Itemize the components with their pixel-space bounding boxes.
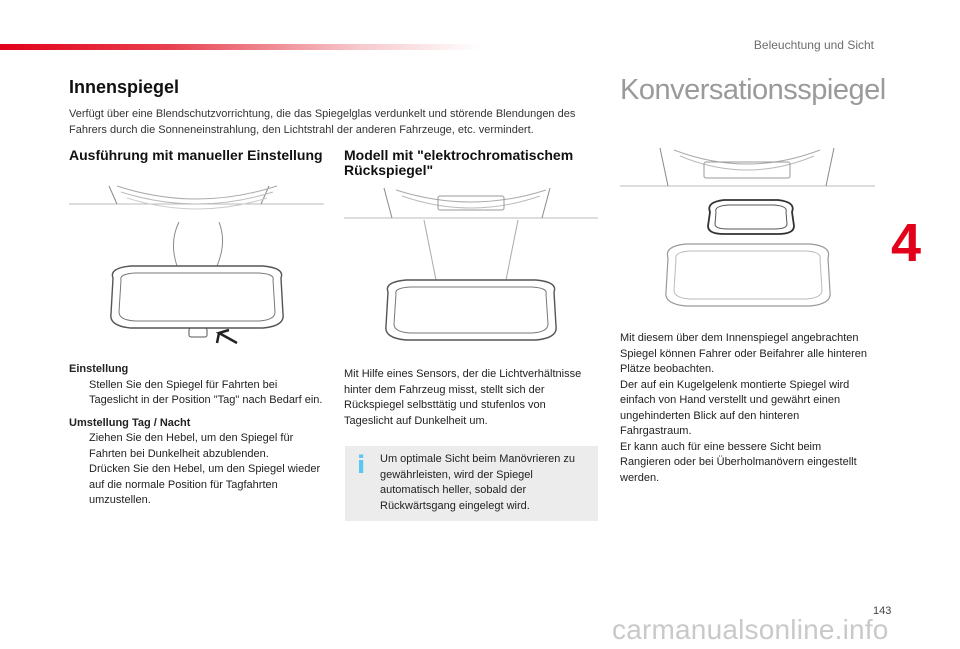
electro-description: Mit Hilfe eines Sensors, der die Lichtverhältnisse hinter dem Fahrzeug misst, stellt sich der Rückspiegel selbsttätig und stufenlos von Tageslicht auf Dunkelheit um.: [344, 368, 582, 427]
manual-instructions: [69, 362, 324, 509]
list-item: Drücken Sie den Hebel, um den Spiegel wieder auf die normale Position für Tagfahrten umzustellen.: [89, 463, 321, 506]
manual-variant-title: Ausführung mit manueller Einstellung: [69, 147, 323, 163]
lever-arrow-icon: [217, 330, 237, 343]
conversation-mirror-description: Mit diesem über dem Innenspiegel angebrachten Spiegel können Fahrer oder Beifahrer alle hinteren Plätze beobachten. Der auf ein Kugelgelenk montierte Spiegel wird einfach von Hand verstellt und gewährt einen ungehinderten Blick auf den hinteren Fahrgastraum. Er kann auch für eine bessere Sicht beim Rangieren oder bei Überholmanövern eingestellt werden.: [620, 332, 868, 484]
watermark: carmanualsonline.info: [612, 614, 889, 645]
einstellung-label: Einstellung: [69, 363, 129, 375]
list-item: Ziehen Sie den Hebel, um den Spiegel für Fahrten bei Dunkelheit abzublenden.: [89, 432, 294, 460]
info-note-box: [345, 446, 598, 521]
header-accent-bar: [0, 44, 480, 50]
page-title: Innenspiegel: [69, 77, 180, 97]
list-item: Stellen Sie den Spiegel für Fahrten bei Tageslicht in der Position "Tag" nach Bedarf ein.: [89, 378, 323, 406]
electro-variant-title: Modell mit "elektrochromatischem Rückspiegel": [344, 147, 574, 178]
umstellung-label: Umstellung Tag / Nacht: [69, 416, 191, 429]
intro-paragraph: Verfügt über eine Blendschutzvorrichtung, die das Spiegelglas verdunkelt und störende Blendungen des Fahrers durch die Sonneneinstrahlung, den Lichtstrahl der anderen Fahrzeuge, etc. vermindert.: [69, 108, 576, 136]
section-header: Beleuchtung und Sicht: [753, 38, 874, 52]
conversation-mirror-title: Konversationsspiegel: [620, 74, 886, 106]
info-note-text: Um optimale Sicht beim Manövrieren zu gewährleisten, wird der Spiegel automatisch heller, sobald der Rückwärtsgang eingelegt wird.: [380, 453, 576, 512]
page-number: 143: [873, 605, 892, 617]
info-icon: i: [357, 451, 366, 479]
manual-mirror-illustration: [69, 182, 324, 352]
chapter-number: 4: [891, 213, 922, 273]
electro-mirror-illustration: [344, 184, 598, 354]
conversation-mirror-illustration: [620, 146, 875, 308]
einstellung-steps: [69, 378, 324, 409]
umstellung-steps: [69, 431, 324, 509]
